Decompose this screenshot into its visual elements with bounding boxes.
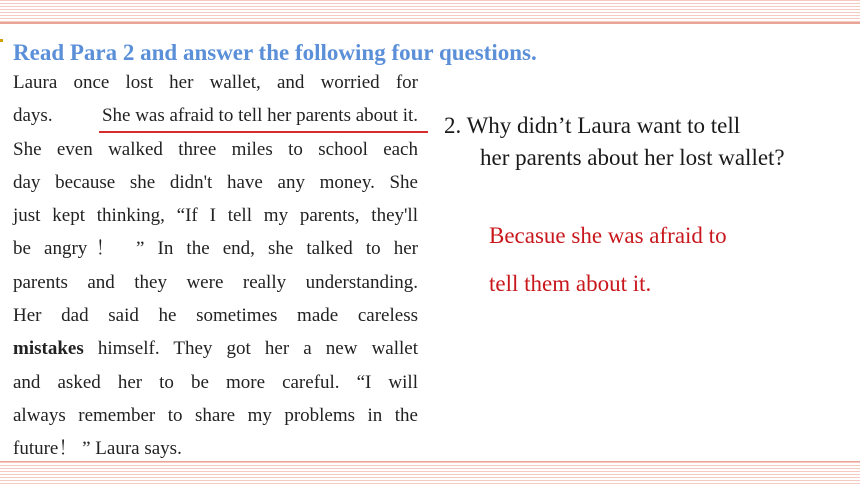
passage-line: parents and they were really understanding. [13, 271, 418, 293]
passage-line: She even walked three miles to school each [13, 138, 418, 160]
question-line: her parents about her lost wallet? [480, 145, 785, 170]
slide-heading: Read Para 2 and answer the following four questions. [13, 40, 537, 65]
passage-line: Laura once lost her wallet, and worried for [13, 72, 418, 93]
passage-line: day because she didn't have any money. She [13, 171, 418, 193]
reading-passage [13, 66, 418, 466]
bottom-stripe-band [0, 462, 860, 484]
passage-line [13, 332, 418, 365]
question-block [444, 110, 785, 174]
passage-text: himself. They got her a new wallet [83, 338, 418, 360]
question-line: 2. Why didn’t Laura want to tell [444, 113, 741, 138]
passage-line: always remember to share my problems in the [13, 404, 418, 426]
answer-line: Becasue she was afraid to [489, 223, 727, 248]
passage-line: future！ ” Laura says. [13, 438, 182, 460]
bold-keyword: mistakes [13, 338, 84, 360]
passage-line: and asked her to be more careful. “I will [13, 371, 418, 393]
answer-block [489, 218, 727, 314]
passage-line: Her dad said he sometimes made careless [13, 305, 418, 327]
underlined-sentence: She was afraid to tell her parents about it. [102, 99, 418, 132]
passage-line: just kept thinking, “If I tell my parents, they'll [13, 205, 418, 227]
passage-line: be angry！ ” In the end, she talked to her [13, 238, 418, 260]
passage-line [13, 99, 418, 132]
answer-line: tell them about it. [489, 271, 652, 296]
top-divider [0, 22, 860, 24]
top-stripe-band [0, 0, 860, 22]
corner-marker [0, 39, 3, 42]
passage-text: days. [13, 105, 102, 127]
